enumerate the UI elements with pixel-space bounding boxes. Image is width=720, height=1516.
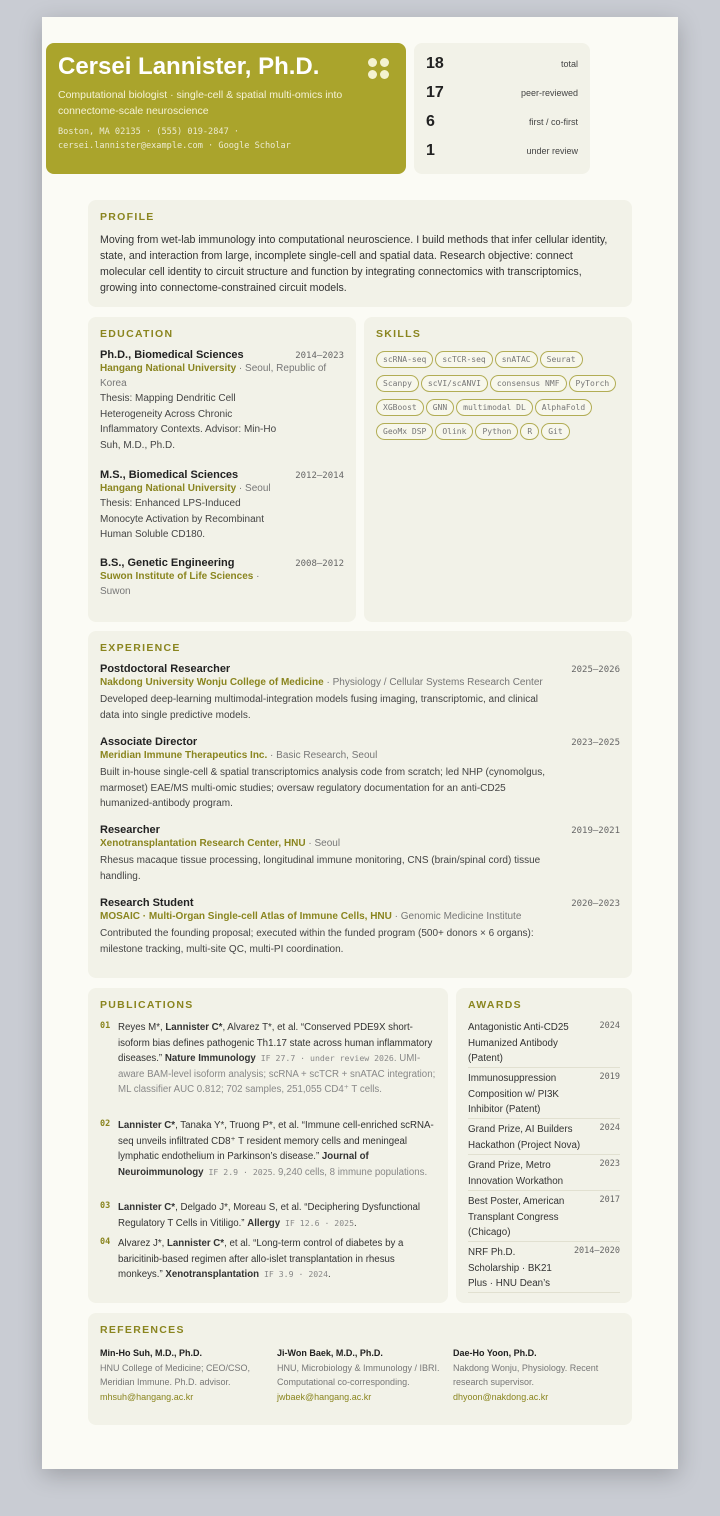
- reference-description: Nakdong Wonju, Physiology. Recent research supervisor.: [453, 1362, 599, 1387]
- author-self: Lannister C*: [167, 1238, 225, 1249]
- location: · Seoul: [236, 483, 271, 494]
- school: Hangang National University: [100, 483, 237, 494]
- award-date: 2017: [599, 1195, 620, 1205]
- reference-item: [100, 1346, 265, 1404]
- stat-number: 1: [426, 142, 435, 159]
- reference-email[interactable]: jwbaek@hangang.ac.kr: [277, 1391, 372, 1402]
- section-title: PUBLICATIONS: [100, 999, 194, 1011]
- profile-text: Moving from wet-lab immunology into computational neuroscience. I build methods that infer cellular identity, state, and interaction from large, incomplete single-cell and spatial data. Research objective: connect molecular cell identity to circuit structure and function by integrating connectomics with transcriptomics, growing into connectome-constrained circuit models.: [100, 234, 608, 294]
- award-date: 2014–2020: [573, 1246, 620, 1256]
- contact-line[interactable]: Boston, MA 02135 · (555) 019-2847 · cersei.lannister@example.com · Google Scholar: [58, 127, 291, 151]
- education-entry: [100, 349, 344, 453]
- department: · Genomic Medicine Institute: [391, 911, 522, 922]
- skill-chip: consensus NMF: [490, 375, 567, 392]
- impact-factor: IF 27.7 · under review 2026: [255, 1053, 394, 1063]
- award-date: 2023: [599, 1159, 620, 1169]
- education-entry: [100, 469, 344, 543]
- skill-chip: multimodal DL: [456, 399, 533, 416]
- award-item: [468, 1158, 620, 1191]
- reference-description: HNU, Microbiology & Immunology / IBRI. Computational co-corresponding.: [277, 1362, 440, 1387]
- skill-chip: Python: [475, 423, 518, 440]
- section-title: EDUCATION: [100, 328, 174, 340]
- award-item: [468, 1020, 620, 1068]
- section-title: SKILLS: [376, 328, 422, 340]
- date: 2012–2014: [295, 471, 344, 481]
- stat-label: first / co-first: [529, 117, 578, 127]
- role: Associate Director: [100, 736, 198, 748]
- authors-title: , Delgado J*, Moreau S, et al. “Deciphering Dysfunctional Regulatory T Cells in Vitiligo.”: [118, 1202, 421, 1229]
- role: Postdoctoral Researcher: [100, 663, 231, 675]
- authors-title: , Tanaka Y*, Truong P*, et al. “Immune cell-enriched scRNA-seq unveils infiltrated CD8⁺ T resident memory cells and meningeal lymphatic endothelium in Parkinson’s disease.”: [118, 1120, 434, 1162]
- degree: Ph.D., Biomedical Sciences: [100, 349, 244, 361]
- impact-factor: IF 2.9 · 2025: [203, 1166, 273, 1177]
- award-title: Grand Prize, AI Builders Hackathon (Project Nova): [468, 1124, 581, 1151]
- reference-item: [277, 1346, 442, 1404]
- department: · Seoul: [305, 838, 341, 849]
- publication-note: .: [354, 1217, 357, 1229]
- award-item: [468, 1071, 620, 1119]
- award-date: 2019: [599, 1072, 620, 1082]
- organization: Xenotransplantation Research Center, HNU: [100, 838, 306, 849]
- publication-note: .: [328, 1269, 331, 1280]
- education-entry: [100, 557, 344, 599]
- experience-entry: [100, 824, 620, 884]
- skill-chip: Scanpy: [376, 375, 419, 392]
- tagline: Computational biologist · single-cell & spatial multi-omics into connectome-scale neuroscience: [58, 89, 343, 117]
- skill-chip: Git: [541, 423, 569, 440]
- skill-chip: snATAC: [495, 351, 538, 368]
- award-title: Grand Prize, Metro Innovation Workathon: [468, 1160, 564, 1187]
- skill-chip: AlphaFold: [535, 399, 592, 416]
- location: · Seoul, Republic of Korea: [100, 363, 327, 389]
- impact-factor: IF 12.6 · 2025: [280, 1217, 355, 1228]
- reference-name: Dae-Ho Yoon, Ph.D.: [453, 1348, 537, 1358]
- reference-item: [453, 1346, 618, 1404]
- skill-chip: R: [520, 423, 539, 440]
- thesis: Thesis: Enhanced LPS-Induced Monocyte Activation by Recombinant Human Soluble CD180.: [100, 498, 264, 540]
- references-section: [88, 1313, 632, 1425]
- organization: Nakdong University Wonju College of Medicine: [100, 677, 324, 688]
- stat-under-review: [426, 142, 578, 162]
- skill-chip: Seurat: [540, 351, 583, 368]
- journal-name: Xenotransplantation: [165, 1269, 260, 1280]
- thesis: Thesis: Mapping Dendritic Cell Heterogeneity Across Chronic Inflammatory Contexts. Advisor: Min-Ho Suh, M.D., Ph.D.: [100, 393, 277, 451]
- award-date: 2024: [599, 1021, 620, 1031]
- skill-chip: GNN: [426, 399, 454, 416]
- award-item: [468, 1194, 620, 1242]
- section-title: PROFILE: [100, 211, 155, 223]
- location: · Suwon: [100, 571, 260, 597]
- skills-section: [364, 317, 632, 622]
- section-title: AWARDS: [468, 999, 522, 1011]
- author-self: Lannister C*: [118, 1120, 176, 1131]
- skill-chip: GeoMx DSP: [376, 423, 433, 440]
- education-section: [88, 317, 356, 622]
- award-date: 2024: [599, 1123, 620, 1133]
- section-title: REFERENCES: [100, 1324, 185, 1336]
- stat-label: peer-reviewed: [520, 88, 578, 98]
- stat-first-author: [426, 113, 578, 133]
- description: Contributed the founding proposal; executed within the funded program (500+ donors × 6 organs): milestone tracking, multi-site QC, multi-PI coordination.: [100, 928, 534, 955]
- experience-entry: [100, 736, 620, 812]
- publications-section: [88, 988, 448, 1303]
- experience-section: [88, 631, 632, 978]
- skill-chips: [376, 349, 626, 445]
- skill-chip: PyTorch: [569, 375, 617, 392]
- stat-number: 6: [426, 113, 435, 130]
- date: 2019–2021: [571, 826, 620, 836]
- publication-number: 04: [100, 1237, 111, 1247]
- dots-logo-icon: [368, 58, 390, 80]
- publication-number: 02: [100, 1119, 111, 1129]
- stat-peer-reviewed: [426, 84, 578, 104]
- journal-name: Journal of Neuroimmunology: [118, 1151, 369, 1178]
- award-item: [468, 1122, 620, 1155]
- experience-entry: [100, 663, 620, 723]
- section-title: EXPERIENCE: [100, 642, 181, 654]
- publication-number: 01: [100, 1021, 111, 1031]
- reference-email[interactable]: mhsuh@hangang.ac.kr: [100, 1391, 194, 1402]
- school: Suwon Institute of Life Sciences: [100, 571, 254, 582]
- stat-label: total: [560, 59, 578, 69]
- experience-entry: [100, 897, 620, 957]
- profile-section: [88, 200, 632, 307]
- journal-name: Nature Immunology: [164, 1053, 256, 1064]
- authors-before: Alvarez J*,: [118, 1238, 167, 1249]
- authors-title: , Alvarez T*, et al. “Conserved PDE9X short-isoform bias defines pathogenic Th1.17 state across human inflammatory diseases.”: [118, 1022, 433, 1064]
- date: 2014–2023: [295, 351, 344, 361]
- skill-chip: XGBoost: [376, 399, 424, 416]
- date: 2008–2012: [295, 559, 344, 569]
- stat-label: under review: [526, 146, 578, 156]
- role: Research Student: [100, 897, 194, 909]
- award-title: Best Poster, American Transplant Congress (Chicago): [468, 1196, 565, 1238]
- date: 2023–2025: [571, 738, 620, 748]
- role: Researcher: [100, 824, 160, 836]
- department: · Basic Research, Seoul: [267, 750, 378, 761]
- stat-total: [426, 55, 578, 75]
- journal-name: Allergy: [247, 1217, 281, 1229]
- organization: Meridian Immune Therapeutics Inc.: [100, 750, 268, 761]
- publication-note: . UMI-aware BAM-level isoform analysis; scRNA + scTCR + snATAC integration; ML classifier AUC 0.812; 702 samples, 251,055 CD4⁺ T cells.: [118, 1053, 436, 1095]
- skill-chip: Olink: [435, 423, 473, 440]
- publication-note: . 9,240 cells, 8 immune populations.: [272, 1166, 428, 1178]
- publication-stats: [414, 43, 590, 174]
- reference-name: Min-Ho Suh, M.D., Ph.D.: [100, 1348, 202, 1358]
- award-title: Immunosuppression Composition w/ PI3K Inhibitor (Patent): [468, 1073, 559, 1115]
- header-card: [46, 43, 406, 174]
- reference-description: HNU College of Medicine; CEO/CSO, Meridian Immune. Ph.D. advisor.: [100, 1362, 251, 1387]
- author-self: Lannister C*: [165, 1022, 223, 1033]
- description: Rhesus macaque tissue processing, longitudinal immune monitoring, CNS (brain/spinal cord) tissue handling.: [100, 855, 541, 882]
- impact-factor: IF 3.9 · 2024: [259, 1269, 329, 1279]
- reference-name: Ji-Won Baek, M.D., Ph.D.: [277, 1348, 383, 1358]
- date: 2020–2023: [571, 899, 620, 909]
- authors-title: , et al. “Long-term control of diabetes by a baricitinib-based regimen after allo-islet transplantation in rhesus monkeys.”: [118, 1238, 404, 1280]
- date: 2025–2026: [571, 665, 620, 675]
- skill-chip: scTCR-seq: [435, 351, 492, 368]
- stat-number: 17: [426, 84, 444, 101]
- candidate-name: Cersei Lannister, Ph.D.: [58, 53, 320, 80]
- author-self: Lannister C*: [118, 1202, 176, 1213]
- publication-number: 03: [100, 1201, 111, 1211]
- award-title: Antagonistic Anti-CD25 Humanized Antibody (Patent): [468, 1022, 569, 1064]
- stat-number: 18: [426, 55, 444, 72]
- description: Built in-house single-cell & spatial transcriptomics analysis code from scratch; led NHP (cynomolgus, marmoset) EAE/MS multi-omic studies; oversaw regulatory documentation for an anti-CD25 humanized-antibody program.: [100, 767, 545, 809]
- department: · Physiology / Cellular Systems Research Center: [323, 677, 543, 688]
- award-item: [468, 1245, 620, 1293]
- degree: M.S., Biomedical Sciences: [100, 469, 239, 481]
- degree: B.S., Genetic Engineering: [100, 557, 235, 569]
- description: Developed deep-learning multimodal-integration models fusing imaging, transcriptomic, and clinical data into single predictive models.: [100, 694, 539, 721]
- skill-chip: scRNA-seq: [376, 351, 433, 368]
- skill-chip: scVI/scANVI: [421, 375, 488, 392]
- organization: MOSAIC · Multi-Organ Single-cell Atlas of Immune Cells, HNU: [100, 911, 392, 922]
- reference-email[interactable]: dhyoon@nakdong.ac.kr: [453, 1391, 549, 1402]
- award-title: NRF Ph.D. Scholarship · BK21 Plus · HNU Dean’s: [468, 1247, 552, 1289]
- school: Hangang National University: [100, 363, 237, 374]
- awards-section: [456, 988, 632, 1303]
- authors-before: Reyes M*,: [118, 1022, 166, 1033]
